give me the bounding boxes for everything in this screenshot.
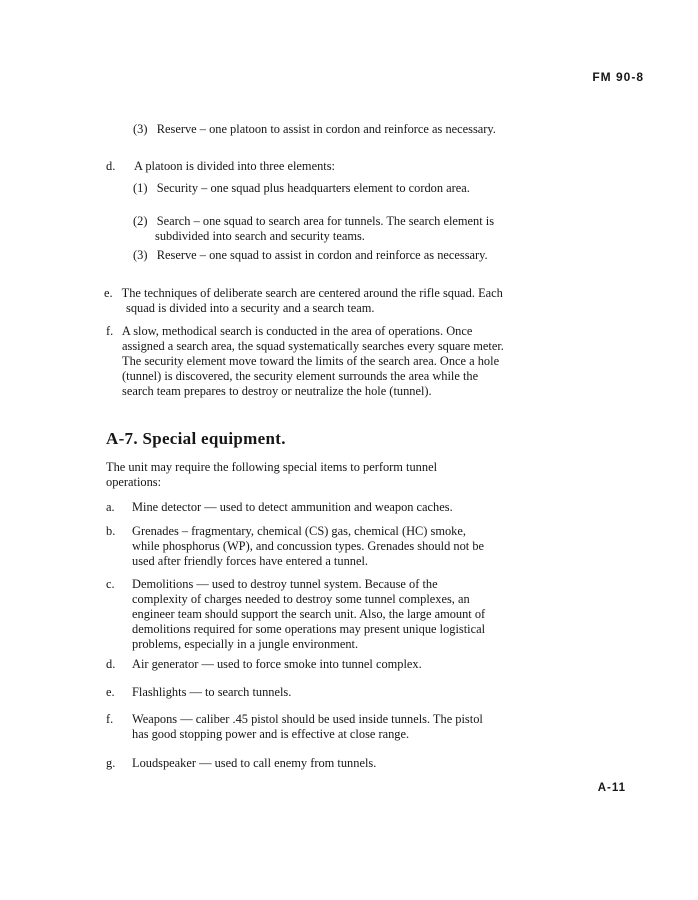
list-item-d3: [133, 248, 511, 263]
list-item-e: [104, 286, 514, 316]
item-label: (1): [133, 181, 154, 195]
item-label: (2): [133, 214, 154, 228]
list-item-c3: [133, 122, 511, 137]
item-text: A platoon is divided into three elements:: [134, 159, 335, 173]
page-header-code: FM 90-8: [592, 70, 644, 84]
item-label: e.: [106, 685, 115, 699]
item-label: f.: [106, 324, 120, 338]
item-label: f.: [106, 712, 114, 726]
item-text: Weapons — caliber .45 pistol should be used inside tunnels. The pistol has good stopping power and is effective at close range.: [132, 712, 483, 741]
item-text: Mine detector — used to detect ammunition and weapon caches.: [132, 500, 453, 514]
item-label: g.: [106, 756, 116, 770]
list-item-d1: [133, 181, 511, 196]
item-label: c.: [106, 577, 115, 591]
item-label: e.: [104, 286, 119, 300]
list-item-f: [106, 324, 508, 399]
item-text: Reserve – one squad to assist in cordon and reinforce as necessary.: [156, 248, 488, 262]
item-label: b.: [106, 524, 116, 538]
item-label: a.: [106, 500, 115, 514]
item-text: Grenades – fragmentary, chemical (CS) gas, chemical (HC) smoke, while phosphorus (WP), and concussion types. Grenades should not be used after friendly forces have entered a tunnel.: [132, 524, 485, 568]
item-text: Search – one squad to search area for tunnels. The search element is subdivided into search and security teams.: [155, 214, 495, 243]
item-text: Flashlights — to search tunnels.: [132, 685, 292, 699]
page-number: A-11: [597, 782, 626, 794]
item-text: Air generator — used to force smoke into tunnel complex.: [132, 657, 422, 671]
section-intro: The unit may require the following special items to perform tunnel operations:: [106, 460, 438, 489]
item-text: A slow, methodical search is conducted in the area of operations. Once assigned a search area, the squad systematically searches every square meter. The security element move toward the limits of the search area. Once a hole (tunnel) is discovered, the security element surrounds the area while the search team prepares to destroy or neutralize the hole (tunnel).: [121, 324, 504, 398]
item-text: Demolitions — used to destroy tunnel system. Because of the complexity of charges needed to destroy some tunnel complexes, an engineer team should support the search unit. Also, the large amount of demolitions required for some operations may present unique logistical problems, especially in a jungle environment.: [132, 577, 486, 651]
item-label: d.: [106, 159, 116, 173]
item-label: d.: [106, 657, 116, 671]
section-heading: A-7. Special equipment.: [106, 429, 286, 448]
item-text: Security – one squad plus headquarters element to cordon area.: [156, 181, 470, 195]
item-text: Loudspeaker — used to call enemy from tunnels.: [132, 756, 377, 770]
item-label: (3): [133, 248, 154, 262]
item-text: Reserve – one platoon to assist in cordon and reinforce as necessary.: [156, 122, 496, 136]
list-item-d2: [133, 214, 511, 244]
item-text: The techniques of deliberate search are centered around the rifle squad. Each squad is divided into a security and a search team.: [121, 286, 503, 315]
item-label: (3): [133, 122, 154, 136]
